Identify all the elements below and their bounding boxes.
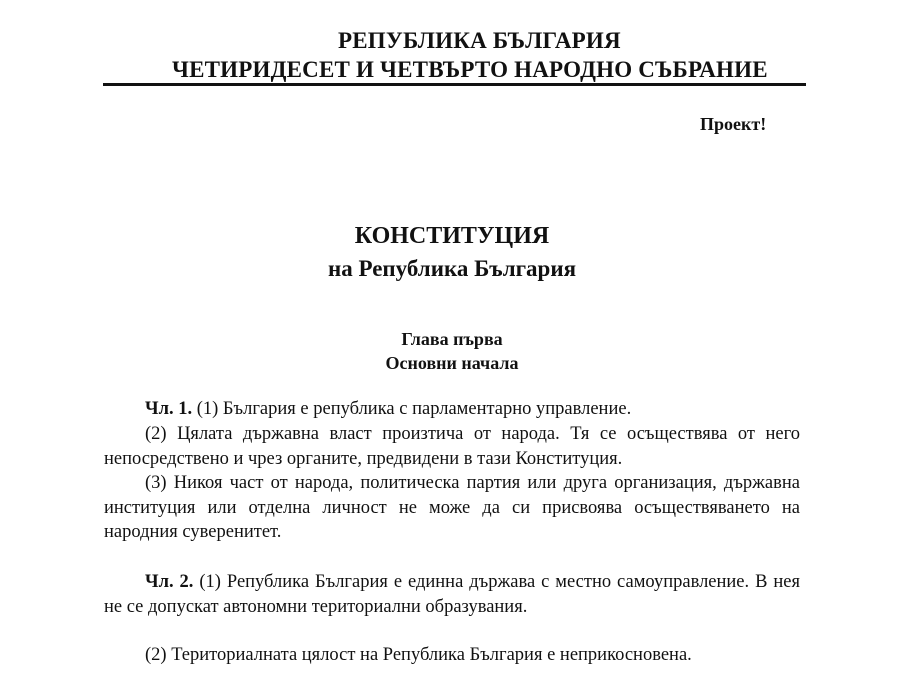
draft-label: Проект! <box>700 114 767 134</box>
chapter-name: Основни начала <box>385 353 519 373</box>
article-1-label: Чл. 1. <box>145 399 193 419</box>
document-title: КОНСТИТУЦИЯ <box>354 223 550 249</box>
article-2-paragraph-1 <box>104 570 800 619</box>
document-subtitle: на Република България <box>327 256 577 281</box>
header-assembly: ЧЕТИРИДЕСЕТ И ЧЕТВЪРТО НАРОДНО СЪБРАНИЕ <box>172 57 768 82</box>
article-2-paragraph-1-text: (1) Република България е единна държава с местно самоуправление. В нея не се допускат автономни териториални образувания. <box>104 572 801 617</box>
article-1-paragraph-2: (2) Цялата държавна власт произтича от народа. Тя се осъществява от него непосредствено и чрез органите, предвидени в тази Конституция. <box>104 424 800 469</box>
article-1-paragraph-1-text: (1) България е република с парламентарно управление. <box>196 399 632 419</box>
header-republic: РЕПУБЛИКА БЪЛГАРИЯ <box>338 28 621 53</box>
article-2-paragraph-2: (2) Териториалната цялост на Република България е неприкосновена. <box>145 645 692 665</box>
chapter-number: Глава първа <box>401 329 503 349</box>
article-2-label: Чл. 2. <box>145 572 194 592</box>
header-divider <box>103 83 806 86</box>
article-1-paragraph-3: (3) Никоя част от народа, политическа партия или друга организация, държавна институция или отделна личност не може да си присвоява осъществяването на народния суверенитет. <box>104 473 800 542</box>
article-1-paragraph-1 <box>104 397 800 422</box>
